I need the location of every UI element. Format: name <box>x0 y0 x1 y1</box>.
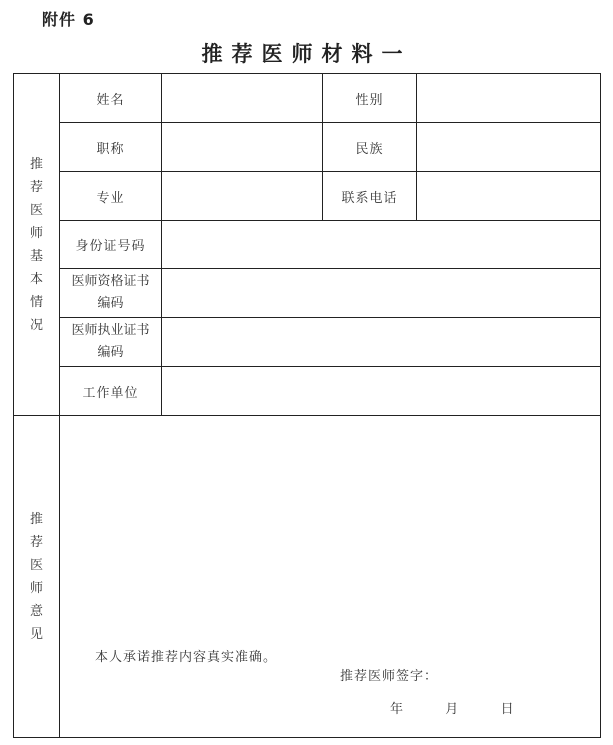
name-label: 姓名 <box>60 74 162 123</box>
work-unit-label: 工作单位 <box>60 367 162 416</box>
practice-cert-field[interactable] <box>162 318 601 367</box>
ethnicity-label: 民族 <box>323 123 417 172</box>
id-number-field[interactable] <box>162 221 601 269</box>
page-title: 推荐医师材料一 <box>201 42 412 66</box>
recommendation-form <box>13 73 601 738</box>
ethnicity-field[interactable] <box>417 123 601 172</box>
phone-label: 联系电话 <box>323 172 417 221</box>
work-unit-field[interactable] <box>162 367 601 416</box>
practice-cert-label-line2: 编码 <box>97 345 124 360</box>
signature-label: 推荐医师签字： <box>340 669 439 684</box>
section-basic-info-label: 推荐医师基本情况 <box>14 74 60 416</box>
qualification-cert-label <box>60 269 162 318</box>
qualification-cert-label-line1: 医师资格证书 <box>71 274 150 289</box>
date-day-label: 日 <box>500 702 514 717</box>
id-number-label: 身份证号码 <box>60 221 162 269</box>
attachment-label: 附件 6 <box>42 10 95 29</box>
gender-field[interactable] <box>417 74 601 123</box>
title-field[interactable] <box>162 123 323 172</box>
specialty-label: 专业 <box>60 172 162 221</box>
qualification-cert-label-line2: 编码 <box>97 296 124 311</box>
date-month-label: 月 <box>445 702 459 717</box>
opinion-area[interactable] <box>60 416 601 738</box>
date-year-label: 年 <box>390 702 404 717</box>
promise-statement: 本人承诺推荐内容真实准确。 <box>95 650 278 665</box>
specialty-field[interactable] <box>162 172 323 221</box>
phone-field[interactable] <box>417 172 601 221</box>
practice-cert-label-line1: 医师执业证书 <box>71 323 150 338</box>
gender-label: 性别 <box>323 74 417 123</box>
practice-cert-label <box>60 318 162 367</box>
date-line <box>390 698 514 717</box>
section-opinion-label: 推荐医师意见 <box>14 416 60 738</box>
title-label: 职称 <box>60 123 162 172</box>
name-field[interactable] <box>162 74 323 123</box>
qualification-cert-field[interactable] <box>162 269 601 318</box>
